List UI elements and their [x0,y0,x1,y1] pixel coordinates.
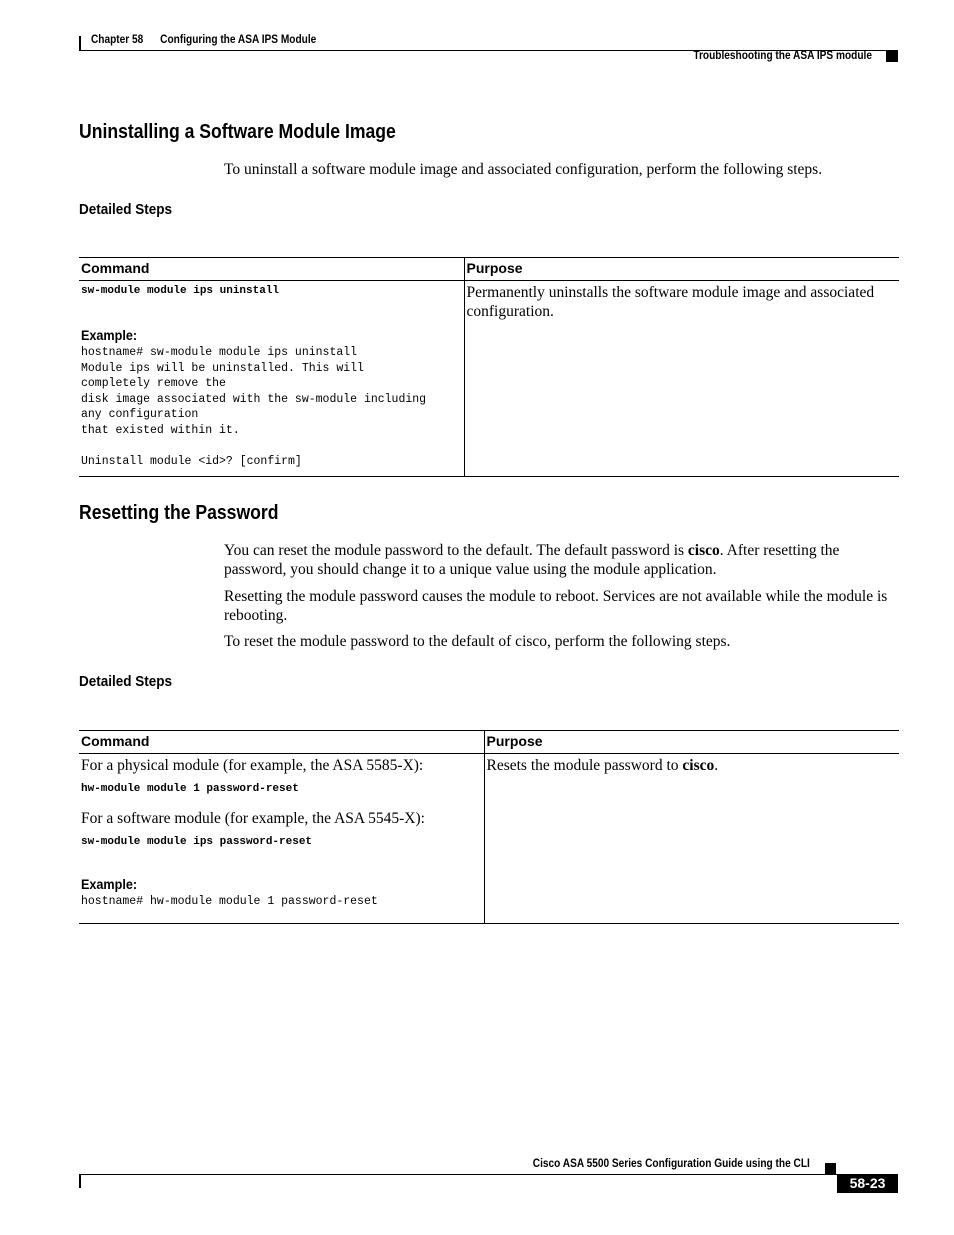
column-header-purpose: Purpose [464,258,899,281]
column-header-command: Command [79,731,484,754]
physical-module-text: For a physical module (for example, the ASA 5585-X): [81,757,424,774]
page-number: 58-23 [837,1174,898,1193]
default-password: cisco [687,542,720,559]
reset-steps-table [79,730,899,924]
software-module-text: For a software module (for example, the ASA 5545-X): [81,810,425,827]
footer-title: Cisco ASA 5500 Series Configuration Guide using the CLI [532,1158,810,1170]
example-code: hostname# hw-module module 1 password-reset [81,895,378,908]
footer-rule [79,1174,837,1175]
command-cell [79,281,464,477]
uninstall-intro: To uninstall a software module image and associated configuration, perform the following steps. [224,161,823,178]
reset-para-1-tail: . After resetting the password, you should change it to a unique value using the module application. [224,542,840,578]
chapter-label: Chapter 58 Configuring the ASA IPS Module [91,34,317,46]
uninstall-heading: Uninstalling a Software Module Image [79,121,396,143]
table-header-row [79,731,899,754]
column-header-purpose: Purpose [484,731,899,754]
physical-module-command: hw-module module 1 password-reset [81,783,299,795]
software-module-command: sw-module module ips password-reset [81,836,313,848]
purpose-text-end: . [714,757,719,774]
table-row [79,754,899,924]
purpose-cell [464,281,899,477]
command-cell [79,754,484,924]
header-marker [886,51,898,62]
uninstall-steps-heading: Detailed Steps [79,201,173,218]
column-header-command: Command [79,258,464,281]
table-row [79,281,899,477]
example-label: Example: [81,327,138,343]
section-label: Troubleshooting the ASA IPS module [693,50,872,62]
table-header-row [79,258,899,281]
purpose-text [487,756,898,775]
reset-para-3: To reset the module password to the default of cisco, perform the following steps. [224,633,731,650]
purpose-text-main: Resets the module password to [486,757,683,774]
footer-marker [825,1163,836,1174]
reset-heading: Resetting the Password [79,502,279,524]
purpose-password: cisco [682,757,715,774]
reset-para-2: Resetting the module password causes the module to reboot. Services are not available while the module is rebooting. [224,588,888,624]
example-label: Example: [81,876,138,892]
footer-rule-vertical [79,1174,81,1188]
purpose-text: Permanently uninstalls the software module image and associated configuration. [466,284,875,320]
reset-para-1 [224,541,896,579]
reset-para-1-text: You can reset the module password to the default. The default password is [224,542,688,559]
reset-steps-heading: Detailed Steps [79,673,173,690]
header-rule-vertical [79,36,81,50]
uninstall-steps-table [79,257,899,477]
purpose-cell [484,754,899,924]
example-code: hostname# sw-module module ips uninstall Module ips will be uninstalled. This will completely remove the disk image associated with the sw-module including any configuration that existed within it. Uninstall module <id>? [confirm] [81,346,427,469]
command-text: sw-module module ips uninstall [81,285,280,297]
